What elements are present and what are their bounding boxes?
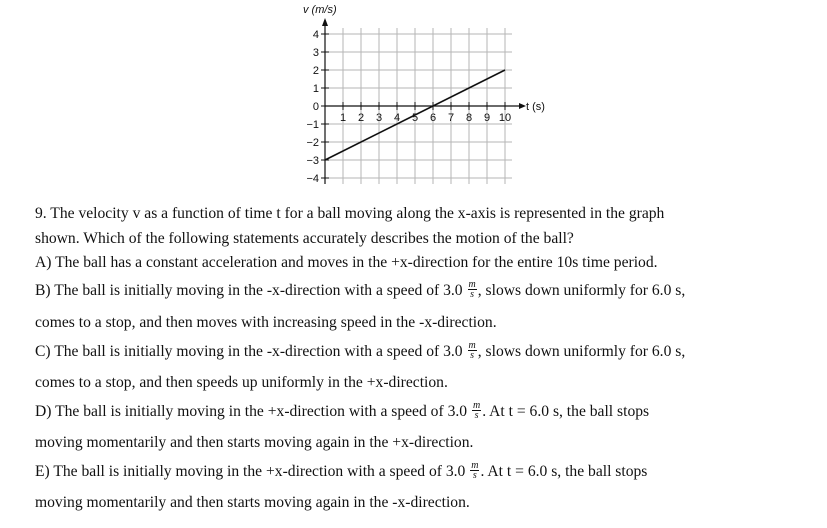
unit-fraction bbox=[468, 341, 477, 360]
y-tick-label: −2 bbox=[306, 137, 319, 149]
x-tick-label: 10 bbox=[498, 112, 512, 124]
option-d-text-post: . At t = 6.0 s, the ball stops bbox=[482, 403, 650, 421]
y-tick-label: 4 bbox=[312, 29, 319, 41]
option-b-text-post: , slows down uniformly for 6.0 s, bbox=[477, 282, 686, 300]
option-a[interactable]: A) The ball has a constant acceleration and moves in the +x-direction for the entire 10s time period. bbox=[35, 254, 658, 271]
option-c-text: C) The ball is initially moving in the -x-direction with a speed of 3.0 bbox=[35, 343, 463, 361]
unit-denominator: s bbox=[474, 410, 479, 421]
unit-denominator: s bbox=[470, 350, 475, 361]
y-tick-label: 1 bbox=[312, 83, 319, 95]
x-tick-label: 6 bbox=[429, 112, 437, 124]
question-stem-line1: 9. The velocity v as a function of time t for a ball moving along the x-axis is represented in the graph bbox=[35, 205, 665, 222]
unit-numerator: m bbox=[468, 279, 476, 290]
y-tick-label: 2 bbox=[312, 65, 319, 77]
x-tick-label: 1 bbox=[339, 112, 347, 124]
y-tick-label: 0 bbox=[312, 101, 319, 113]
unit-fraction bbox=[470, 461, 479, 480]
x-tick-label: 7 bbox=[447, 112, 455, 124]
x-axis-arrow-icon bbox=[519, 103, 526, 109]
option-b-line1[interactable] bbox=[35, 279, 820, 301]
x-axis-label: t (s) bbox=[526, 101, 545, 113]
x-tick-label: 8 bbox=[465, 112, 473, 124]
option-c-text-post: , slows down uniformly for 6.0 s, bbox=[477, 343, 686, 361]
option-e-line1[interactable] bbox=[35, 460, 820, 482]
unit-fraction bbox=[468, 280, 477, 299]
option-b-line2[interactable]: comes to a stop, and then moves with increasing speed in the -x-direction. bbox=[35, 314, 497, 331]
unit-numerator: m bbox=[472, 400, 481, 411]
option-c-line2[interactable]: comes to a stop, and then speeds up uniformly in the +x-direction. bbox=[35, 374, 448, 391]
y-axis-label: v (m/s) bbox=[303, 4, 337, 16]
y-tick-label: −1 bbox=[306, 119, 319, 131]
option-d-line2[interactable]: moving momentarily and then starts moving again in the +x-direction. bbox=[35, 434, 474, 451]
y-axis-arrow-icon bbox=[322, 18, 328, 26]
x-tick-label: 2 bbox=[357, 112, 365, 124]
unit-fraction bbox=[472, 401, 481, 420]
graph-axes bbox=[322, 18, 526, 184]
unit-denominator: s bbox=[472, 470, 477, 481]
option-d-text: D) The ball is initially moving in the +x-direction with a speed of 3.0 bbox=[35, 403, 468, 421]
y-tick-label: −3 bbox=[306, 155, 319, 167]
x-tick-label: 3 bbox=[375, 112, 383, 124]
option-d-line1[interactable] bbox=[35, 400, 820, 422]
question-stem-line2: shown. Which of the following statements accurately describes the motion of the ball? bbox=[35, 230, 574, 247]
unit-numerator: m bbox=[468, 340, 476, 351]
option-c-line1[interactable] bbox=[35, 340, 820, 362]
y-tick-label: 3 bbox=[312, 47, 319, 59]
y-tick-label: −4 bbox=[306, 173, 319, 185]
unit-denominator: s bbox=[470, 289, 475, 300]
velocity-time-graph bbox=[0, 0, 827, 200]
option-e-text-post: . At t = 6.0 s, the ball stops bbox=[480, 463, 648, 481]
x-tick-label: 4 bbox=[393, 112, 401, 124]
x-tick-label: 9 bbox=[483, 112, 491, 124]
x-tick-label: 5 bbox=[411, 112, 419, 124]
option-e-text: E) The ball is initially moving in the +x-direction with a speed of 3.0 bbox=[35, 463, 466, 481]
option-e-line2[interactable]: moving momentarily and then starts moving again in the -x-direction. bbox=[35, 494, 470, 511]
unit-numerator: m bbox=[471, 460, 479, 471]
option-b-text: B) The ball is initially moving in the -x-direction with a speed of 3.0 bbox=[35, 282, 463, 300]
